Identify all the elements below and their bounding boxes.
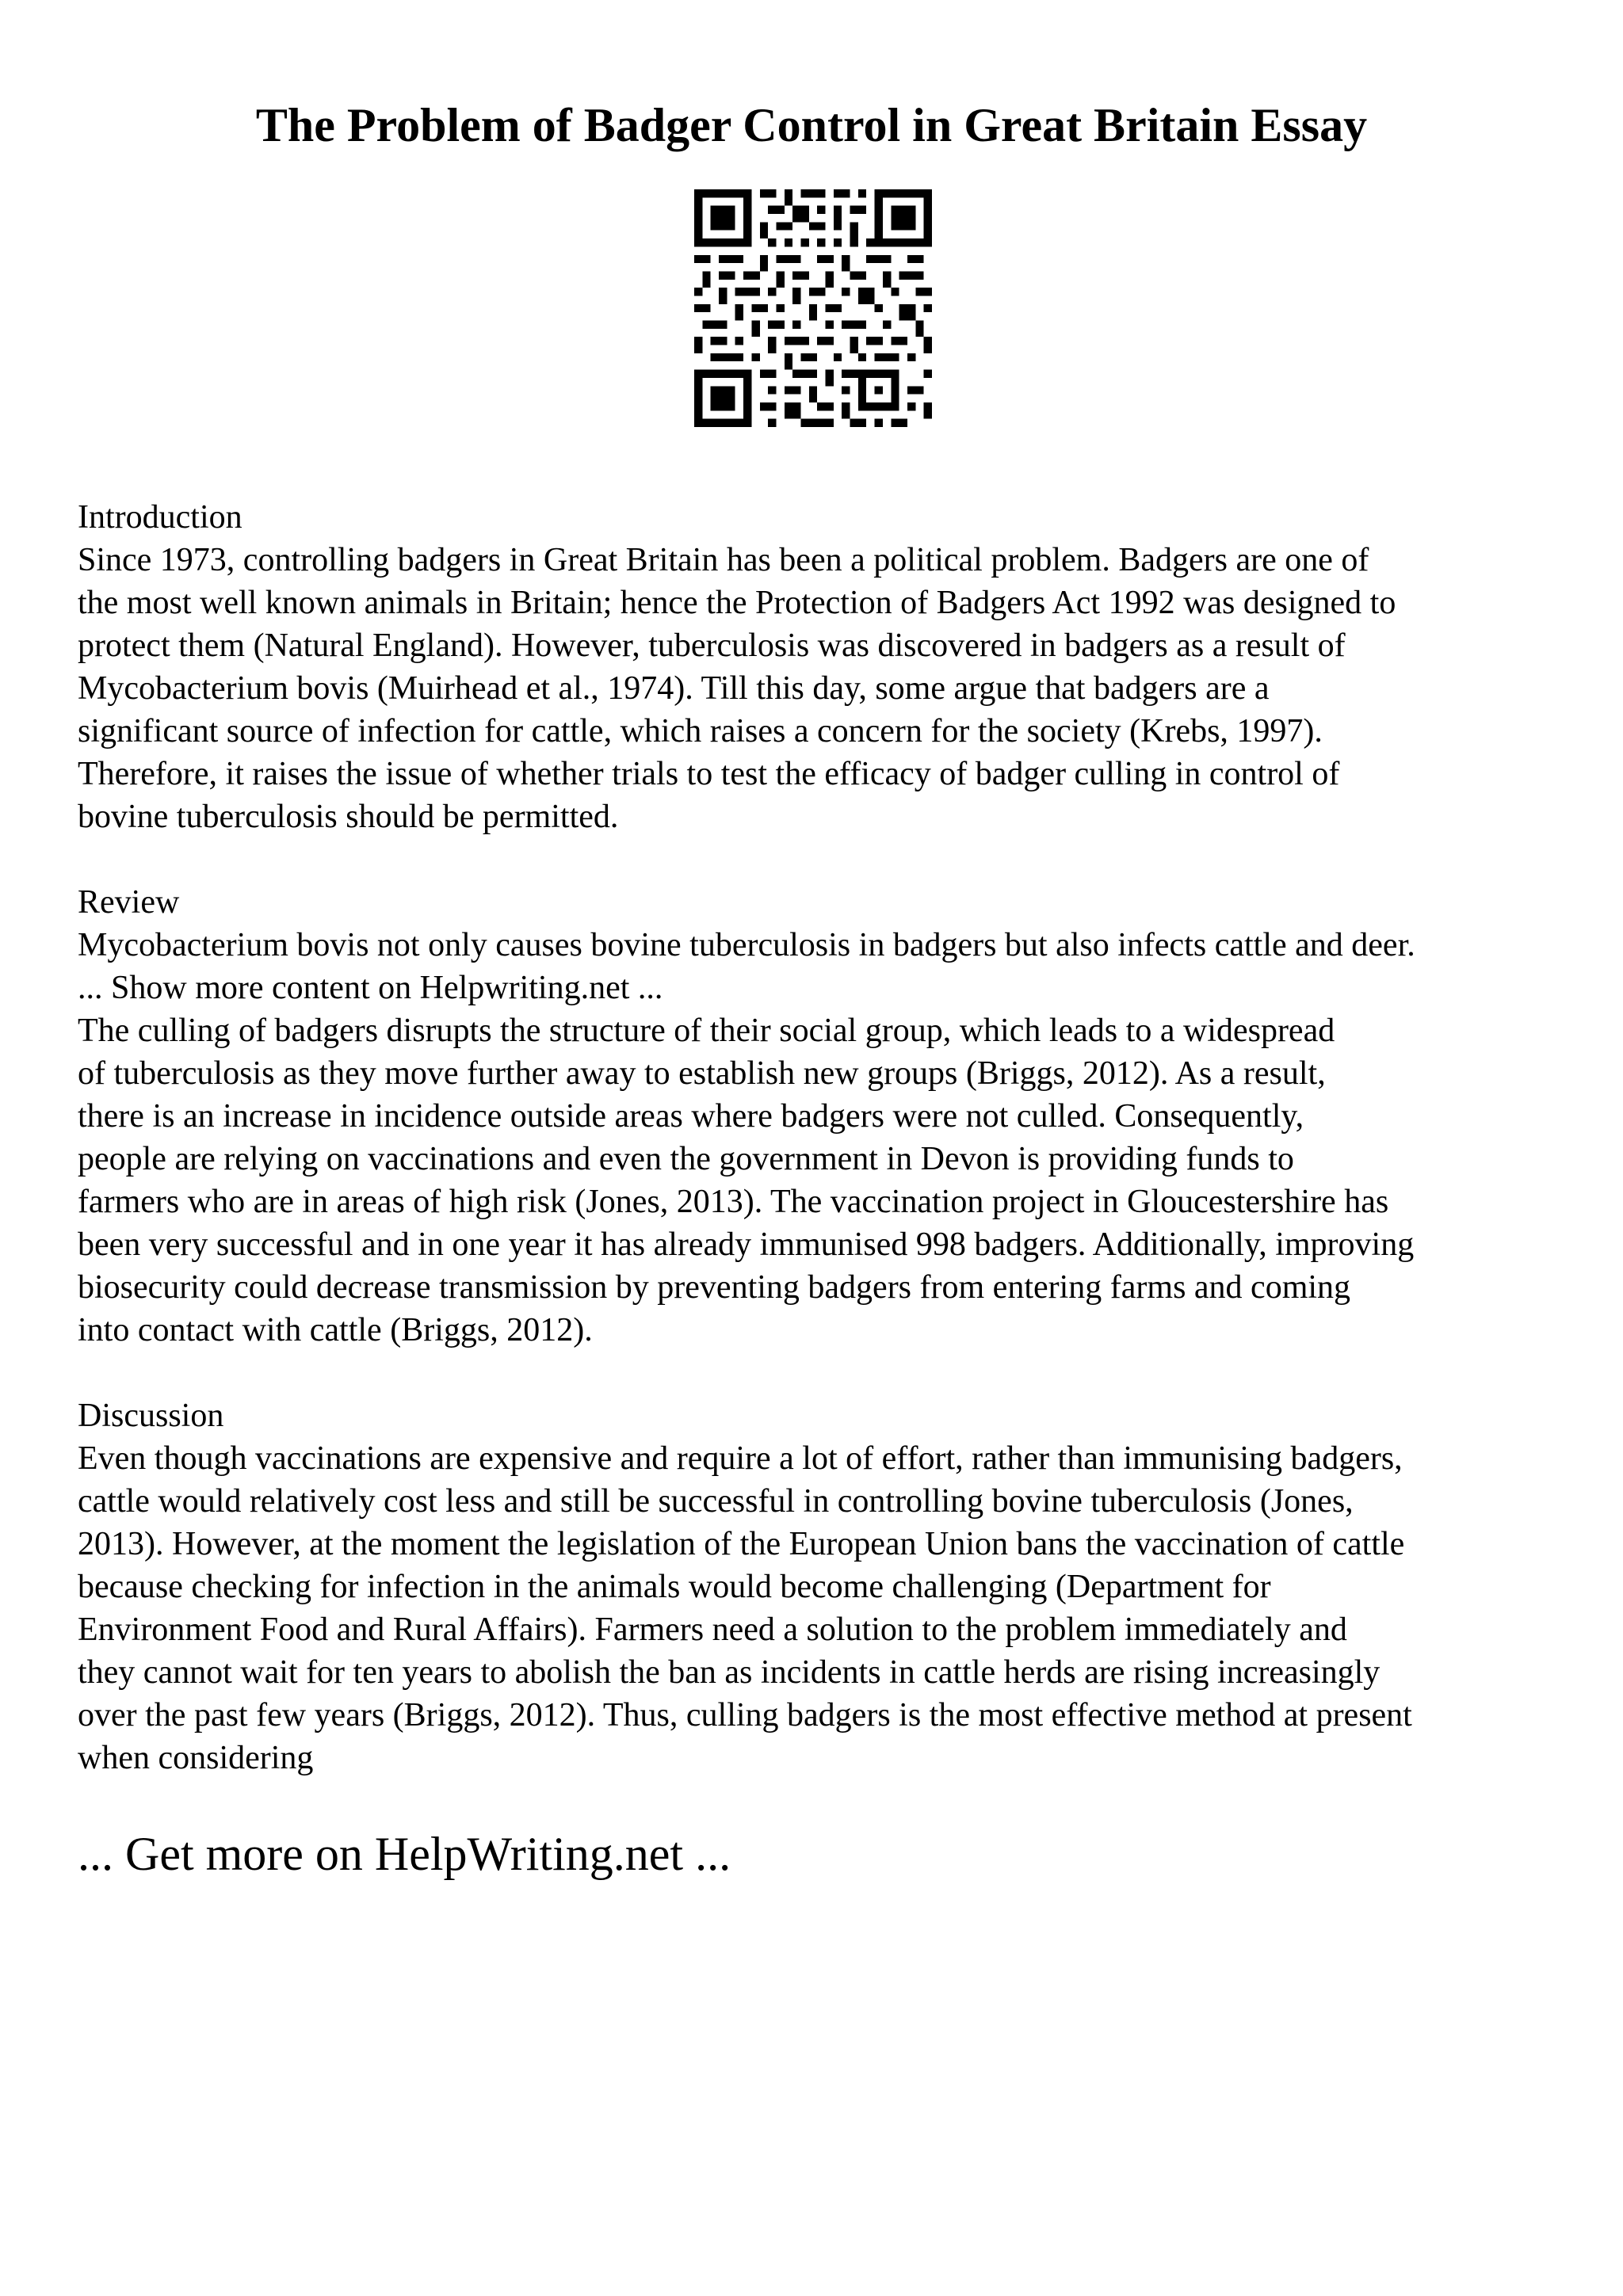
body-line: of tuberculosis as they move further away to establish new groups (Briggs, 2012). As a result,	[78, 1055, 1326, 1092]
body-line: the most well known animals in Britain; hence the Protection of Badgers Act 1992 was designed to	[78, 585, 1396, 621]
body-line: Even though vaccinations are expensive and require a lot of effort, rather than immunising badgers,	[78, 1440, 1403, 1477]
body-line: biosecurity could decrease transmission by preventing badgers from entering farms and coming	[78, 1269, 1351, 1306]
body-line: people are relying on vaccinations and even the government in Devon is providing funds to	[78, 1141, 1294, 1177]
section-heading: Discussion	[78, 1398, 224, 1434]
body-line: bovine tuberculosis should be permitted.	[78, 799, 619, 835]
section-review	[78, 881, 1583, 1352]
body-line: Mycobacterium bovis not only causes bovine tuberculosis in badgers but also infects cattle and deer.	[78, 927, 1415, 963]
body-line: because checking for infection in the animals would become challenging (Department for	[78, 1569, 1271, 1605]
body-line: over the past few years (Briggs, 2012). Thus, culling badgers is the most effective method at present	[78, 1697, 1412, 1733]
document-title: The Problem of Badger Control in Great Britain Essay	[255, 99, 1368, 151]
body-line: Therefore, it raises the issue of whether trials to test the efficacy of badger culling in control of	[78, 756, 1340, 792]
body-line: farmers who are in areas of high risk (Jones, 2013). The vaccination project in Gloucestershire has	[78, 1184, 1389, 1220]
section-discussion	[78, 1394, 1583, 1779]
get-more-link[interactable]: ... Get more on HelpWriting.net ...	[78, 1828, 731, 1880]
body-line: when considering	[78, 1740, 314, 1776]
document-body	[78, 496, 1583, 1886]
body-line: there is an increase in incidence outside areas where badgers were not culled. Consequently,	[78, 1098, 1304, 1135]
body-line: 2013). However, at the moment the legislation of the European Union bans the vaccination of cattle	[78, 1526, 1405, 1562]
section-heading: Review	[78, 884, 180, 921]
body-line: into contact with cattle (Briggs, 2012).	[78, 1312, 593, 1348]
body-line: significant source of infection for cattle, which raises a concern for the society (Krebs, 1997).	[78, 713, 1323, 749]
section-heading: Introduction	[78, 499, 242, 536]
body-line: cattle would relatively cost less and still be successful in controlling bovine tuberculosis (Jones,	[78, 1483, 1354, 1520]
body-line: Mycobacterium bovis (Muirhead et al., 1974). Till this day, some argue that badgers are a	[78, 670, 1270, 707]
qr-code-icon	[694, 187, 932, 429]
body-line: Environment Food and Rural Affairs). Farmers need a solution to the problem immediately and	[78, 1611, 1347, 1648]
show-more-link[interactable]: ... Show more content on Helpwriting.net ...	[78, 970, 663, 1006]
body-line: been very successful and in one year it has already immunised 998 badgers. Additionally, improving	[78, 1226, 1415, 1263]
body-line: protect them (Natural England). However, tuberculosis was discovered in badgers as a result of	[78, 627, 1346, 664]
body-line: Since 1973, controlling badgers in Great Britain has been a political problem. Badgers are one of	[78, 542, 1369, 578]
body-line: they cannot wait for ten years to abolish the ban as incidents in cattle herds are rising increasingly	[78, 1654, 1381, 1691]
body-line: The culling of badgers disrupts the structure of their social group, which leads to a widespread	[78, 1013, 1335, 1049]
section-introduction	[78, 496, 1583, 838]
